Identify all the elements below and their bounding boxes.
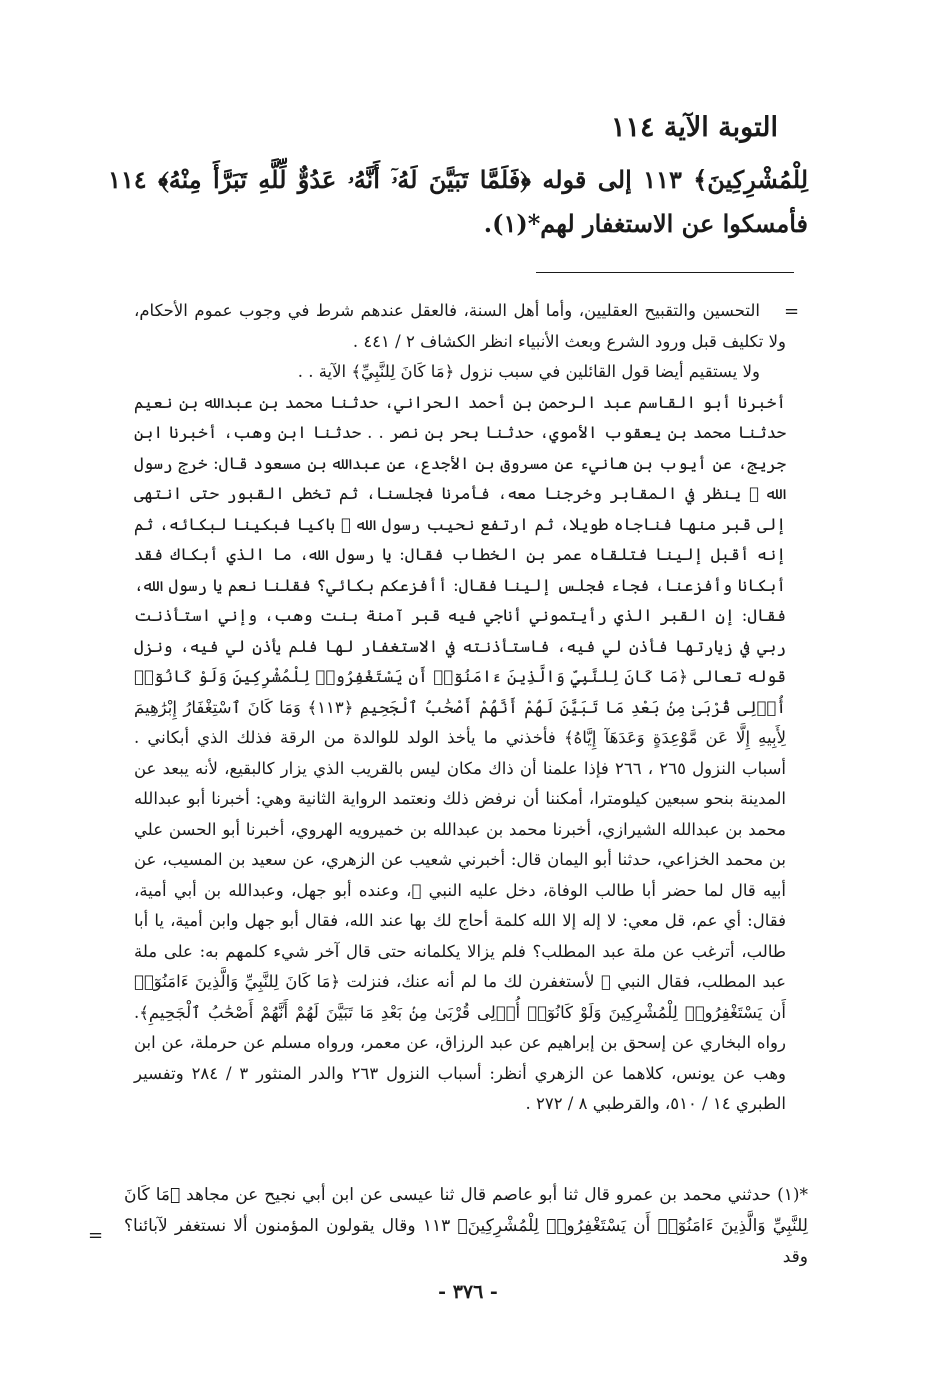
continuation-mark-top: = <box>784 301 800 322</box>
note-paragraph-1: التحسين والتقبيح العقليين، وأما أهل السنة، فالعقل عندهم شرط في وجوب عموم الأحكام، ولا تكليف قبل ورود الشرع وبعث الأنبياء انظر الكشاف ٢ / ٤٤١ . <box>134 301 786 351</box>
running-title: التوبة الآية ١١٤ <box>610 112 778 143</box>
footnote <box>124 1180 808 1273</box>
note-paragraph-3: أخبرنا أبو القاسم عبد الرحمن بن أحمد الحراني، حدثنا محمد بن عبدالله بن نعيم حدثنا محمد بن يعقوب الأموي، حدثنا بحر بن نصر . . حدثنا ابن وهب، أخبرنا ابن جريج، عن أيوب بن هانيء عن مسروق بن الأجدع، عن عبدالله بن مسعود قال: خرج رسول الله ﷺ ينظر في المقابر وخرجنا معه، فأمرنا فجلسنا، ثم تخطى القبور حتى انتهى إلى قبر منها فناجاه طويلا، ثم ارتفع نحيب رسول الله ﷺ باكيا فبكينا لبكائه، ثم إنه أقبل إلينا فتلقاه عمر بن الخطاب فقال: يا رسول الله، ما الذي أبكاك فقد أبكانا وأفزعنا، فجاء فجلس إلينا فقال: أأفزعكم بكائي؟ فقلنا نعم يا رسول الله، فقال: إن القبر الذي رأيتموني أناجي فيه قبر آمنة بنت وهب، وإني استأذنت ربي في زيارتها فأذن لي فيه، فاستأذنته في الاستغفار لها فلم يأذن لي فيه، ونزل قوله تعالى ﴿مَا كَانَ لِلنَّبِيِّ وَالَّذِينَ ءَامَنُوٓا۟ أَن يَسْتَغْفِرُوا۟ لِلْمُشْرِكِينَ وَلَوْ كَانُوٓا۟ أُو۟لِى قُرْبَىٰ مِنۢ بَعْدِ مَا تَبَيَّنَ لَهُمْ أَنَّهُمْ أَصْحَٰبُ ٱلْجَحِيمِ ﴿١١٣﴾ وَمَا كَانَ ٱسْتِغْفَارُ إِبْرَٰهِيمَ لِأَبِيهِ إِلَّا عَن مَّوْعِدَةٍ وَعَدَهَآ إِيَّاهُ﴾ فأخذني ما يأخذ الولد للوالدة من الرقة فذلك الذي أبكاني . أسباب النزول ٢٦٥ ، ٢٦٦ فإذا علمنا أن ذاك مكان ليس بالقريب الذي يزار كالبقيع، لأنه يبعد عن المدينة بنحو سبعين كيلومترا، أمكننا أن نرفض ذلك ونعتمد الرواية الثانية وهي: أخبرنا أبو عبدالله محمد بن عبدالله الشيرازي، أخبرنا محمد بن عبدالله بن خميرويه الهروي، أخبرنا أبو الحسن علي بن محمد الخزاعي، حدثنا أبو اليمان قال: أخبرني شعيب عن الزهري، عن سعيد بن المسيب، عن أبيه قال لما حضر أبا طالب الوفاة، دخل عليه النبي ﷺ، وعنده أبو جهل، وعبدالله بن أبي أمية، فقال: أي عم، قل معي: لا إله إلا الله كلمة أحاج لك بها عند الله، فقال أبو جهل وابن أمية، يا أبا طالب، أترغب عن ملة عبد المطلب؟ فلم يزالا يكلمانه حتى قال آخر شيء كلمهم به: على ملة عبد المطلب، فقال النبي ﷺ لأستغفرن لك ما لم أنه عنك، فنزلت ﴿مَا كَانَ لِلنَّبِيِّ وَالَّذِينَ ءَامَنُوٓا۟ أَن يَسْتَغْفِرُوا۟ لِلْمُشْرِكِينَ وَلَوْ كَانُوٓا۟ أُو۟لِى قُرْبَىٰ مِنۢ بَعْدِ مَا تَبَيَّنَ لَهُمْ أَنَّهُمْ أَصْحَٰبُ ٱلْجَحِيمِ﴾. رواه البخاري عن إسحق بن إبراهيم عن عبد الرزاق، عن معمر، ورواه مسلم عن حرملة، عن ابن وهب عن يونس، كلاهما عن الزهري أنظر: أسباب النزول ٢٦٣ والدر المنثور ٣ / ٢٨٤ وتفسير الطبري ١٤ / ٥١٠، والقرطبي ٨ / ٢٧٢ . <box>134 392 786 1113</box>
main-paragraph: لِلْمُشْرِكِينَ﴾ ١١٣ إلى قوله ﴿فَلَمَّا تَبَيَّنَ لَهُۥٓ أَنَّهُۥ عَدُوٌّ لِّلَّهِ تَبَرَّأَ مِنْهُ﴾ ١١٤ فأمسكوا عن الاستغفار لهم*(١). <box>108 165 809 238</box>
footnote-divider <box>536 272 794 273</box>
main-text <box>108 158 808 246</box>
note-paragraph-2: ولا يستقيم أيضا قول القائلين في سبب نزول ﴿مَا كَانَ لِلنَّبِيِّ﴾ الآية . . <box>297 362 760 381</box>
footnote-text: *(١) حدثني محمد بن عمرو قال ثنا أبو عاصم قال ثنا عيسى عن ابن أبي نجيح عن مجاهد ﴿مَا كَانَ لِلنَّبِيِّ وَالَّذِينَ ءَامَنُوٓا۟ أَن يَسْتَغْفِرُوا۟ لِلْمُشْرِكِينَ﴾ ١١٣ وقال يقولون المؤمنون ألا نستغفر لآبائنا؟ وقد <box>124 1185 808 1267</box>
continuation-mark-bottom: = <box>88 1225 104 1246</box>
page-number: - ٣٧٦ - <box>438 1281 498 1303</box>
notes-block <box>134 296 786 1120</box>
